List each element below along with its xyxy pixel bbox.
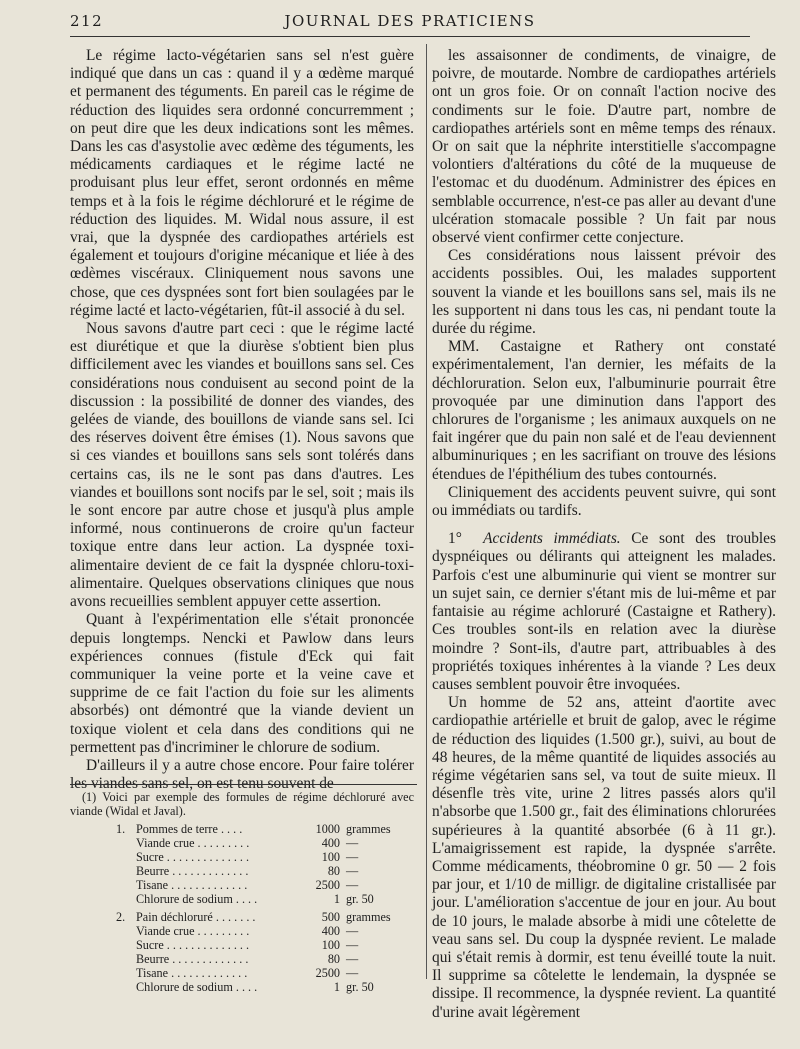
regime-item [70, 878, 414, 892]
section-paragraph [432, 530, 776, 694]
regime-unit: grammes [346, 910, 391, 924]
regime-unit: gr. 50 [346, 892, 374, 906]
regime-item [70, 938, 414, 952]
regime-name: Tisane . . . . . . . . . . . . . [136, 966, 248, 980]
regime-item [70, 952, 414, 966]
left-column [70, 47, 414, 793]
regime-qty: 100 [321, 850, 340, 864]
regime-unit: — [346, 924, 359, 938]
regime-qty: 400 [321, 836, 340, 850]
regime-qty: 1 [333, 892, 340, 906]
regime-list-1 [70, 822, 414, 906]
section-text: Ce sont des troubles dyspnéiques ou délirants qui atteignent les malades. Parfois c'est une albuminurie qui vient se montrer sur un sujet sain, ce dernier s'étant mis de lui-même et par fantaisie au régime achloruré (Castaigne et Rathery). Ces troubles sont-ils en relation avec la diurèse moindre ? Sont-ils, d'autre part, attribuables à des propriétés toxiques inhérentes à la viande ? Les deux causes semblent pouvoir être invoquées. [432, 530, 776, 693]
regime-unit: grammes [346, 822, 391, 836]
regime-num: 1. [116, 822, 126, 836]
regime-qty: 2500 [315, 966, 340, 980]
paragraph: Ces considérations nous laissent prévoir des accidents possibles. Oui, les malades supportent souvent la viande et les bouillons sans sel, mais ils ne les supportent ni dans tous les cas, ni pendant toute la durée du régime. [432, 247, 776, 338]
regime-item [70, 822, 414, 836]
regime-item [70, 864, 414, 878]
regime-item [70, 850, 414, 864]
regime-qty: 1 [333, 980, 340, 994]
regime-name: Tisane . . . . . . . . . . . . . [136, 878, 248, 892]
regime-list-2 [70, 910, 414, 994]
regime-unit: — [346, 952, 359, 966]
footnote-text: (1) Voici par exemple des formules de régime déchloruré avec viande (Widal et Javal). [70, 790, 414, 818]
regime-name: Sucre . . . . . . . . . . . . . . [136, 850, 250, 864]
regime-unit: — [346, 850, 359, 864]
regime-qty: 100 [321, 938, 340, 952]
paragraph: Le régime lacto-végétarien sans sel n'est guère indiqué que dans un cas : quand il y a œdème marqué et permanent des téguments. En pareil cas le régime de réduction des liquides sera ordonné concurremment ; on peut dire que les deux indications sont les mêmes. Dans les cas d'asystolie avec œdème des téguments, les médicaments cardiaques et le régime lacté ne produisant plus leur effet, seront ordonnés en même temps et à la fois le régime déchloruré et le régime de réduction des liquides. M. Widal nous assure, il est vrai, que la dyspnée des cardiopathes artériels est également et toujours d'origine mécanique et liée à des œdèmes viscéraux. Cliniquement nous savons une chose, que ces dyspnées sont fort bien soulagées par le régime lacté et lacto-végétarien, fût-il associé à du sel. [70, 47, 414, 319]
regime-unit: — [346, 864, 359, 878]
footnote-rule [70, 784, 417, 785]
regime-unit: — [346, 836, 359, 850]
regime-name: Chlorure de sodium . . . . [136, 980, 258, 994]
section-title: Accidents immédiats. [483, 530, 621, 548]
footnote [70, 790, 414, 994]
regime-item [70, 892, 414, 906]
regime-name: Beurre . . . . . . . . . . . . . [136, 952, 249, 966]
paragraph: Un homme de 52 ans, atteint d'aortite avec cardiopathie artérielle et bruit de galop, avec le régime de réduction des liquides (1.500 gr.), suivi, au bout de 48 heures, de la même quantité de liquides associés au régime végétarien sans sel, va tout de suite mieux. Il désenfle très vite, urine 2 litres passés alors qu'il n'absorbe que 1.500 gr., fait des éliminations chlorurées supérieures à la quantité absorbée (6 à 11 gr.). L'amaigrissement est rapide, la dyspnée s'arrête. Comme médicaments, théobromine 0 gr. 50 — 2 fois par jour, et 1/10 de milligr. de digitaline cristallisée par jour. L'amélioration s'accentue de jour en jour. Au bout de 10 jours, le malade absorbe à midi une côtelette de veau sans sel. Du coup la dyspnée revient. Le malade qui s'était remis à dormir, est tenu éveillé toute la nuit. Il supprime sa côtelette le lendemain, la dyspnée se dissipe. Il recommence, la dyspnée revient. La quantité d'urine avait légèrement [432, 694, 776, 1021]
regime-item [70, 980, 414, 994]
regime-name: Sucre . . . . . . . . . . . . . . [136, 938, 250, 952]
regime-name: Chlorure de sodium . . . . [136, 892, 258, 906]
regime-item [70, 966, 414, 980]
regime-item [70, 924, 414, 938]
regime-qty: 80 [327, 952, 340, 966]
regime-name: Pain déchloruré . . . . . . . [136, 910, 256, 924]
regime-unit: — [346, 878, 359, 892]
regime-num: 2. [116, 910, 126, 924]
header-rule [70, 36, 750, 37]
regime-qty: 2500 [315, 878, 340, 892]
regime-name: Viande crue . . . . . . . . . [136, 924, 250, 938]
page-header [70, 12, 750, 34]
regime-name: Pommes de terre . . . . [136, 822, 243, 836]
regime-unit: gr. 50 [346, 980, 374, 994]
regime-name: Beurre . . . . . . . . . . . . . [136, 864, 249, 878]
regime-qty: 500 [321, 910, 340, 924]
regime-name: Viande crue . . . . . . . . . [136, 836, 250, 850]
section-number: 1° [448, 530, 462, 548]
paragraph: Cliniquement des accidents peuvent suivre, qui sont ou immédiats ou tardifs. [432, 483, 776, 520]
regime-qty: 80 [327, 864, 340, 878]
regime-qty: 1000 [315, 822, 340, 836]
regime-item [70, 910, 414, 924]
regime-unit: — [346, 966, 359, 980]
paragraph: Nous savons d'autre part ceci : que le régime lacté est diurétique et que la diurèse s'obtient bien plus difficilement avec les viandes et bouillons sans sel. Ces considérations nous conduisent au second point de la discussion : la possibilité de donner des viandes, des gelées de viande, des bouillons de viande sans sel. Ici des réserves doivent être émises (1). Nous savons que si ces viandes et bouillons sans sels sont tolérés dans certains cas, ils ne le sont pas dans d'autres. Les viandes et bouillons sont nocifs par le sel, soit ; mais ils le sont encore par autre chose et jusqu'à plus ample informé, nous continuerons de croire qu'un facteur toxique entre dans leur action. La dyspnée toxi-alimentaire devient de ce fait la dyspnée chloru-toxi-alimentaire. Quelques observations cliniques que nous avons recueillies semblent appuyer cette assertion. [70, 320, 414, 611]
regime-item [70, 836, 414, 850]
paragraph: MM. Castaigne et Rathery ont constaté expérimentalement, l'an dernier, les méfaits de la déchloruration. Selon eux, l'albuminurie pourrait être provoquée par une diminution dans l'apport des chlorures de l'organisme ; les animaux auxquels on ne fait ingérer que du pain non salé et de l'eau deviennent albuminuriques ; en les sacrifiant on trouve des lésions étendues de l'épithélium des tubes contournés. [432, 338, 776, 483]
paragraph: D'ailleurs il y a autre chose encore. Pour faire tolérer les viandes sans sel, on est tenu souvent de [70, 756, 414, 793]
paragraph: les assaisonner de condiments, de vinaigre, de poivre, de moutarde. Nombre de cardiopathes artériels ont un gros foie. Or on connaît l'action nocive des condiments sur le foie. D'autre part, nombre de cardiopathes artériels sont en même temps des rénaux. Or on sait que la néphrite interstitielle s'accompagne volontiers d'altérations du côté de la muqueuse de l'estomac et du duodénum. Administrer des épices en semblable occurrence, n'est-ce pas aller au devant d'une ulcération stomacale possible ? Un fait par nous observé vient confirmer cette conjecture. [432, 47, 776, 247]
page-number: 212 [70, 12, 104, 30]
column-divider [426, 44, 427, 979]
running-title: JOURNAL DES PRATICIENS [284, 12, 536, 30]
regime-unit: — [346, 938, 359, 952]
regime-qty: 400 [321, 924, 340, 938]
right-column [432, 47, 776, 1022]
paragraph: Quant à l'expérimentation elle s'était prononcée depuis longtemps. Nencki et Pawlow dans leurs expériences connues (fistule d'Eck qui fait communiquer la veine porte et la veine cave et supprime de ce fait l'action du foie sur les aliments absorbés) ont démontré que la viande devient un toxique violent et cela dans des conditions qui ne permettent pas d'incriminer le chlorure de sodium. [70, 611, 414, 756]
